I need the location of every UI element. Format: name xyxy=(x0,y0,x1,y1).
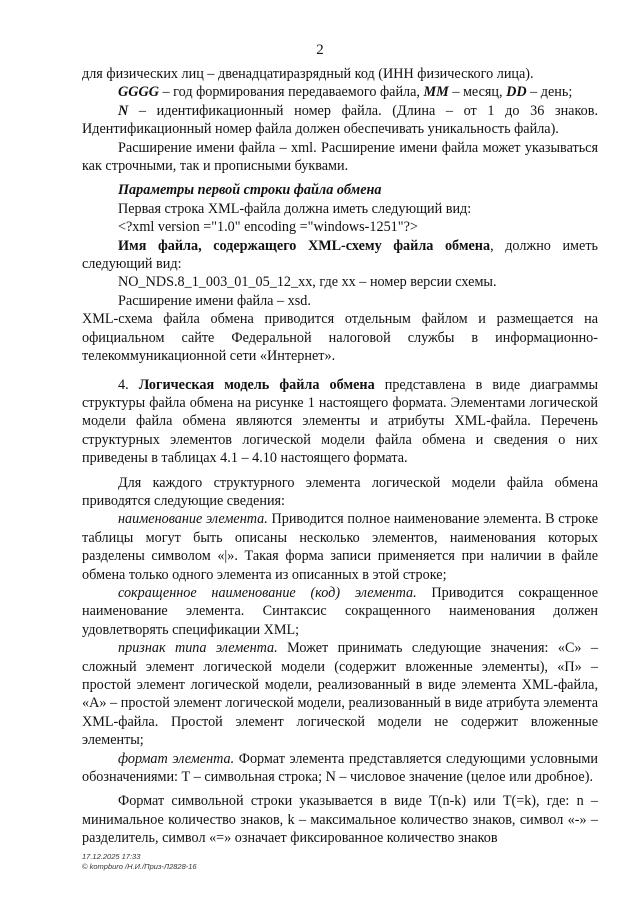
text-schema-name: , должно иметь следующий вид: xyxy=(82,237,599,273)
term-element-code: сокращенное наименование (код) элемента. xyxy=(118,584,417,601)
text-file-id: – идентификационный номер файла. (Длина – от 1 до 36 знаков. Идентификационный номер файла должен обеспечивать уникальность файла). xyxy=(82,102,598,138)
logical-model-label: Логическая модель файла обмена xyxy=(138,376,375,393)
paragraph-element-info-intro: Для каждого структурного элемента логической модели файла обмена приводятся следующие сведения: xyxy=(82,474,598,509)
xml-declaration: <?xml version ="1.0" encoding ="windows-1251"?> xyxy=(118,219,418,236)
text-element-name: Приводится полное наименование элемента. В строке таблицы могут быть описаны несколько элементов, наименования которых разделены символом «|». Такая форма записи применяется при наличии в файле обмена только одного элемента из описанных в этой строке; xyxy=(82,511,598,583)
code-mm: ММ xyxy=(423,84,449,101)
schema-file-name: NO_NDS.8_1_003_01_05_12_xx, где хх – номер версии схемы. xyxy=(118,274,497,291)
paragraph-element-type xyxy=(82,639,598,749)
term-element-name: наименование элемента. xyxy=(118,511,268,528)
schema-name-label: Имя файла, содержащего XML-схему файла обмена xyxy=(118,237,491,254)
term-element-type: признак типа элемента. xyxy=(118,640,278,657)
paragraph-schema-publication: XML-схема файла обмена приводится отдельным файлом и размещается на официальном сайте Федеральной налоговой службы в информационно-телекоммуникационной сети «Интернет». xyxy=(82,311,598,365)
document-footer xyxy=(82,852,197,872)
text-element-code: Приводится сокращенное наименование элемента. Синтаксис сокращенного наименования должен удовлетворять спецификации XML; xyxy=(82,584,598,638)
text-logical-model: представлена в виде диаграммы структуры файла обмена на рисунке 1 настоящего формата. Элементами логической модели файла обмена являются элементы и атрибуты XML-файла. Перечень структурных элементов логической модели файла обмена и сведения о них приведены в таблицах 4.1 – 4.10 настоящего формата. xyxy=(82,376,599,467)
text-element-type: Может принимать следующие значения: «С» – сложный элемент логической модели (содержит вложенные элементы), «П» – простой элемент логической модели, реализованный в виде элемента XML-файла, «А» – простой элемент логической модели, реализованный в виде атрибута элемента XML-файла. Простой элемент логической модели не содержит вложенные элементы; xyxy=(82,640,598,749)
item-number: 4. xyxy=(118,376,139,393)
page-number: 2 xyxy=(316,42,324,58)
paragraph-inn-continuation: для физических лиц – двенадцатиразрядный код (ИНН физического лица). xyxy=(82,66,534,82)
paragraph-element-code xyxy=(82,584,598,639)
code-dd: DD xyxy=(506,84,527,101)
text-year: – год формирования передаваемого файла, xyxy=(158,84,424,101)
code-n: N xyxy=(118,102,129,119)
code-gggg: GGGG xyxy=(118,84,159,101)
section-heading-first-line: Параметры первой строки файла обмена xyxy=(118,182,382,199)
text-month: – месяц, xyxy=(448,84,507,101)
paragraph-element-name xyxy=(82,510,598,584)
term-element-format: формат элемента. xyxy=(118,750,235,767)
text-element-format: Формат элемента представляется следующими условными обозначениями: Т – символьная строка; N – числовое значение (целое или дробное). xyxy=(82,750,598,786)
footer-timestamp: 17.12.2025 17:33 xyxy=(82,852,141,861)
paragraph-logical-model xyxy=(82,376,598,468)
paragraph-extension-xsd: Расширение имени файла – xsd. xyxy=(118,292,311,309)
paragraph-extension-xml: Расширение имени файла – xml. Расширение имени файла может указываться как строчными, так и прописными буквами. xyxy=(82,139,598,175)
paragraph-first-line-intro: Первая строка XML-файла должна иметь следующий вид: xyxy=(118,200,472,217)
paragraph-schema-name xyxy=(82,237,598,274)
document-body xyxy=(82,65,598,848)
paragraph-file-id xyxy=(82,102,598,139)
footer-document-id: © kompburo /Н.И./Приз-Л2828-16 xyxy=(82,862,197,871)
paragraph-date-codes xyxy=(82,83,598,101)
paragraph-element-format xyxy=(82,750,598,787)
paragraph-string-format: Формат символьной строки указывается в виде Т(n-k) или Т(=k), где: n – минимальное количество знаков, k – максимальное количество знаков, символ «-» – разделитель, символ «=» означает фиксированное количество знаков xyxy=(82,793,598,847)
text-day: – день; xyxy=(526,84,573,101)
